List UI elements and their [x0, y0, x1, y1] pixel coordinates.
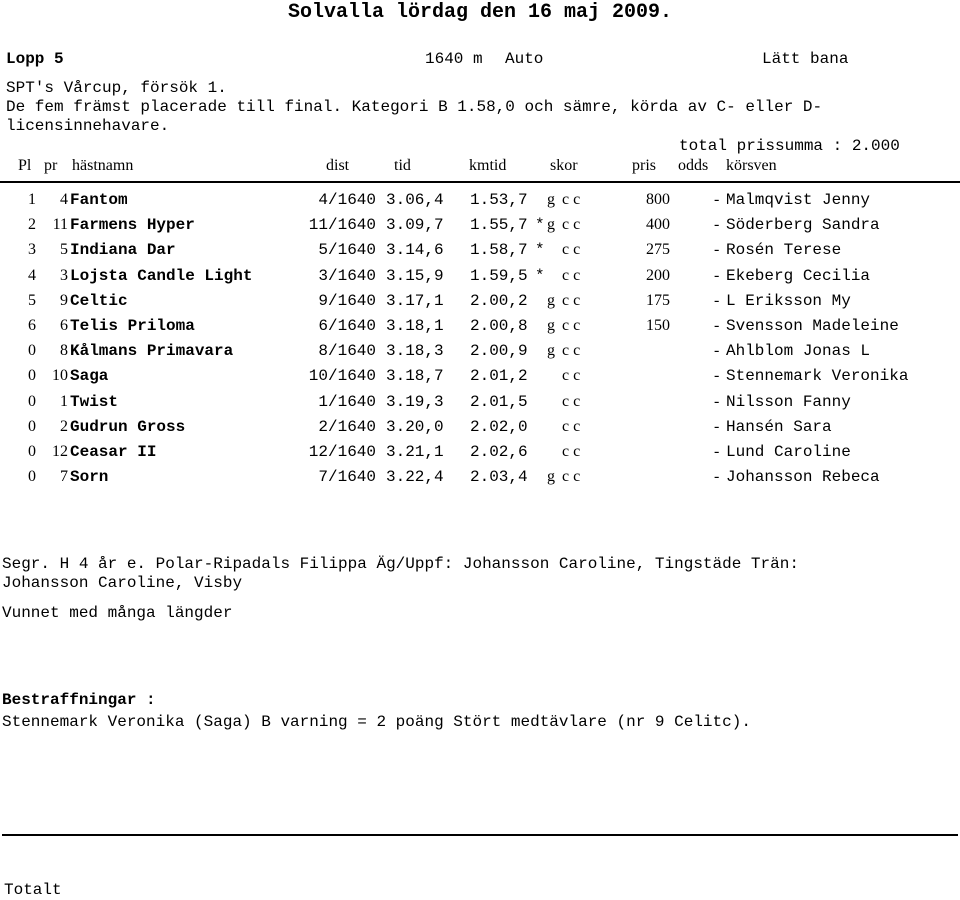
- row-odds: -: [714, 317, 720, 334]
- row-post-position: 8: [60, 342, 68, 360]
- row-shoe-cc: c c: [562, 291, 581, 309]
- row-km-time: 1.55,7: [470, 216, 528, 235]
- row-odds: -: [714, 468, 720, 486]
- total-label: Totalt: [4, 881, 62, 899]
- row-km-time: 1.58,7: [470, 241, 528, 260]
- row-placing: 1: [28, 191, 36, 208]
- row-shoe-cc: c c: [562, 367, 581, 385]
- row-post-position: 1: [60, 392, 68, 410]
- table-row: [0, 418, 960, 443]
- row-shoe-cc: c c: [562, 317, 581, 334]
- row-distance: 11/1640: [308, 216, 376, 235]
- row-time: 3.20,0: [386, 417, 444, 436]
- track-condition: Lätt bana: [762, 50, 849, 68]
- row-placing: 6: [28, 317, 36, 334]
- row-km-time: 2.00,8: [470, 317, 528, 335]
- row-shoe-g: g: [547, 291, 555, 309]
- table-row: [0, 317, 960, 342]
- row-post-position: 3: [60, 266, 68, 284]
- row-placing: 0: [28, 367, 36, 385]
- table-row: [0, 292, 960, 317]
- row-shoe-cc: c c: [562, 241, 581, 259]
- row-prize: 800: [646, 191, 670, 208]
- col-header-dist: dist: [326, 157, 350, 174]
- row-post-position: 11: [52, 216, 68, 234]
- row-prize: 150: [646, 317, 670, 334]
- row-placing: 0: [28, 392, 36, 410]
- race-distance: 1640 m: [425, 50, 483, 68]
- row-time: 3.19,3: [386, 392, 444, 411]
- row-odds: -: [714, 216, 720, 234]
- row-km-time: 1.53,7: [470, 191, 528, 209]
- row-horse-name: Sorn: [70, 468, 109, 487]
- row-placing: 0: [28, 417, 36, 435]
- row-shoe-cc: c c: [562, 216, 581, 234]
- row-prize: 400: [646, 216, 670, 234]
- row-driver: Malmqvist Jenny: [726, 191, 871, 209]
- winner-info-line-2: Johansson Caroline, Visby: [2, 574, 243, 592]
- row-horse-name: Telis Priloma: [70, 317, 195, 335]
- row-shoe-g: g: [547, 468, 555, 486]
- row-prize: 200: [646, 266, 670, 284]
- row-post-position: 12: [52, 443, 68, 460]
- footer-divider: [2, 834, 958, 836]
- row-post-position: 4: [60, 191, 68, 208]
- row-odds: -: [714, 367, 720, 385]
- row-time: 3.18,3: [386, 342, 444, 361]
- row-prize: 175: [646, 291, 670, 309]
- row-driver: Hansén Sara: [726, 417, 832, 436]
- row-driver: Ekeberg Cecilia: [726, 266, 871, 285]
- row-km-time: 2.02,0: [470, 417, 528, 436]
- row-distance: 2/1640: [318, 417, 376, 436]
- row-shoe-cc: c c: [562, 191, 581, 208]
- row-driver: Rosén Terese: [726, 241, 842, 260]
- row-shoe-cc: c c: [562, 468, 581, 486]
- row-time: 3.15,9: [386, 266, 444, 285]
- row-km-time: 2.01,2: [470, 367, 528, 386]
- race-start-type: Auto: [505, 50, 544, 68]
- row-shoe-cc: c c: [562, 342, 581, 360]
- row-time: 3.17,1: [386, 291, 444, 310]
- row-shoe-g: g: [547, 191, 555, 208]
- row-km-time: 1.59,5: [470, 266, 528, 285]
- row-driver: Johansson Rebeca: [726, 468, 880, 487]
- row-distance: 12/1640: [308, 443, 376, 461]
- row-placing: 3: [28, 241, 36, 259]
- row-placing: 5: [28, 291, 36, 309]
- row-distance: 7/1640: [318, 468, 376, 487]
- col-header-pris: pris: [632, 157, 656, 174]
- row-time: 3.18,7: [386, 367, 444, 386]
- row-shoe-g: g: [547, 342, 555, 360]
- row-odds: -: [714, 266, 720, 284]
- row-time: 3.06,4: [386, 191, 444, 209]
- penalties-heading: Bestraffningar :: [2, 691, 156, 709]
- total-prize: total prissumma : 2.000: [679, 137, 900, 155]
- row-placing: 4: [28, 266, 36, 284]
- table-row: [0, 468, 960, 493]
- row-driver: Svensson Madeleine: [726, 317, 899, 335]
- row-driver: Lund Caroline: [726, 443, 851, 461]
- row-horse-name: Lojsta Candle Light: [70, 266, 253, 285]
- row-odds: -: [714, 392, 720, 410]
- row-km-time: 2.00,9: [470, 342, 528, 361]
- row-shoe-cc: c c: [562, 443, 581, 460]
- page-title: Solvalla lördag den 16 maj 2009.: [287, 1, 673, 24]
- row-flag: *: [535, 266, 545, 285]
- row-km-time: 2.03,4: [470, 468, 528, 487]
- col-header-driver: körsven: [726, 157, 777, 174]
- row-horse-name: Kålmans Primavara: [70, 342, 234, 361]
- col-header-pr: pr: [44, 157, 58, 174]
- row-driver: Söderberg Sandra: [726, 216, 880, 235]
- row-odds: -: [714, 342, 720, 360]
- table-row: [0, 191, 960, 216]
- row-time: 3.09,7: [386, 216, 444, 235]
- row-flag: *: [535, 241, 545, 260]
- row-horse-name: Fantom: [70, 191, 128, 209]
- row-post-position: 10: [52, 367, 68, 385]
- row-post-position: 7: [60, 468, 68, 486]
- row-distance: 4/1640: [318, 191, 376, 209]
- row-time: 3.22,4: [386, 468, 444, 487]
- row-shoe-cc: c c: [562, 392, 581, 410]
- col-header-name: hästnamn: [72, 157, 134, 174]
- row-post-position: 5: [60, 241, 68, 259]
- penalties-text: Stennemark Veronika (Saga) B varning = 2 poäng Stört medtävlare (nr 9 Celitc).: [2, 713, 751, 731]
- row-post-position: 9: [60, 291, 68, 309]
- row-odds: -: [714, 443, 720, 460]
- row-placing: 0: [28, 443, 36, 460]
- row-horse-name: Celtic: [70, 291, 128, 310]
- row-km-time: 2.00,2: [470, 291, 528, 310]
- col-header-pl: Pl: [18, 157, 32, 174]
- row-distance: 1/1640: [318, 392, 376, 411]
- row-shoe-cc: c c: [562, 266, 581, 284]
- col-header-odds: odds: [678, 157, 709, 174]
- row-distance: 6/1640: [318, 317, 376, 335]
- table-row: [0, 241, 960, 266]
- table-row: [0, 216, 960, 241]
- row-driver: Stennemark Veronika: [726, 367, 909, 386]
- row-horse-name: Twist: [70, 392, 119, 411]
- row-post-position: 2: [60, 417, 68, 435]
- table-row: [0, 267, 960, 292]
- row-odds: -: [714, 191, 720, 208]
- row-km-time: 2.02,6: [470, 443, 528, 461]
- winner-info-line-1: Segr. H 4 år e. Polar-Ripadals Filippa Äg/Uppf: Johansson Caroline, Tingstäde Trän:: [2, 555, 799, 573]
- conditions-line-3: licensinnehavare.: [6, 117, 170, 135]
- row-flag: *: [535, 216, 545, 235]
- conditions-line-1: SPT's Vårcup, försök 1.: [6, 79, 227, 97]
- row-horse-name: Saga: [70, 367, 109, 386]
- table-row: [0, 367, 960, 392]
- row-shoe-g: g: [547, 317, 555, 334]
- row-shoe-cc: c c: [562, 417, 581, 435]
- row-distance: 9/1640: [318, 291, 376, 310]
- col-header-skor: skor: [550, 157, 578, 174]
- row-driver: Ahlblom Jonas L: [726, 342, 871, 361]
- row-time: 3.18,1: [386, 317, 444, 335]
- conditions-line-2: De fem främst placerade till final. Kategori B 1.58,0 och sämre, körda av C- eller D-: [6, 98, 823, 116]
- header-divider: [0, 181, 960, 183]
- row-horse-name: Farmens Hyper: [70, 216, 195, 235]
- row-post-position: 6: [60, 317, 68, 334]
- row-driver: Nilsson Fanny: [726, 392, 851, 411]
- col-header-kmtid: kmtid: [469, 157, 507, 174]
- row-horse-name: Ceasar II: [70, 443, 157, 461]
- row-horse-name: Gudrun Gross: [70, 417, 186, 436]
- race-label: Lopp 5: [6, 50, 64, 68]
- row-distance: 3/1640: [318, 266, 376, 285]
- row-placing: 0: [28, 342, 36, 360]
- row-driver: L Eriksson My: [726, 291, 851, 310]
- row-distance: 10/1640: [308, 367, 376, 386]
- row-prize: 275: [646, 241, 670, 259]
- table-row: [0, 393, 960, 418]
- row-distance: 5/1640: [318, 241, 376, 260]
- row-km-time: 2.01,5: [470, 392, 528, 411]
- row-odds: -: [714, 291, 720, 309]
- row-placing: 0: [28, 468, 36, 486]
- row-odds: -: [714, 417, 720, 435]
- row-placing: 2: [28, 216, 36, 234]
- row-shoe-g: g: [547, 216, 555, 234]
- row-horse-name: Indiana Dar: [70, 241, 176, 260]
- table-row: [0, 443, 960, 468]
- row-distance: 8/1640: [318, 342, 376, 361]
- race-comment: Vunnet med många längder: [2, 604, 233, 622]
- col-header-tid: tid: [394, 157, 411, 174]
- row-time: 3.21,1: [386, 443, 444, 461]
- row-time: 3.14,6: [386, 241, 444, 260]
- row-odds: -: [714, 241, 720, 259]
- table-row: [0, 342, 960, 367]
